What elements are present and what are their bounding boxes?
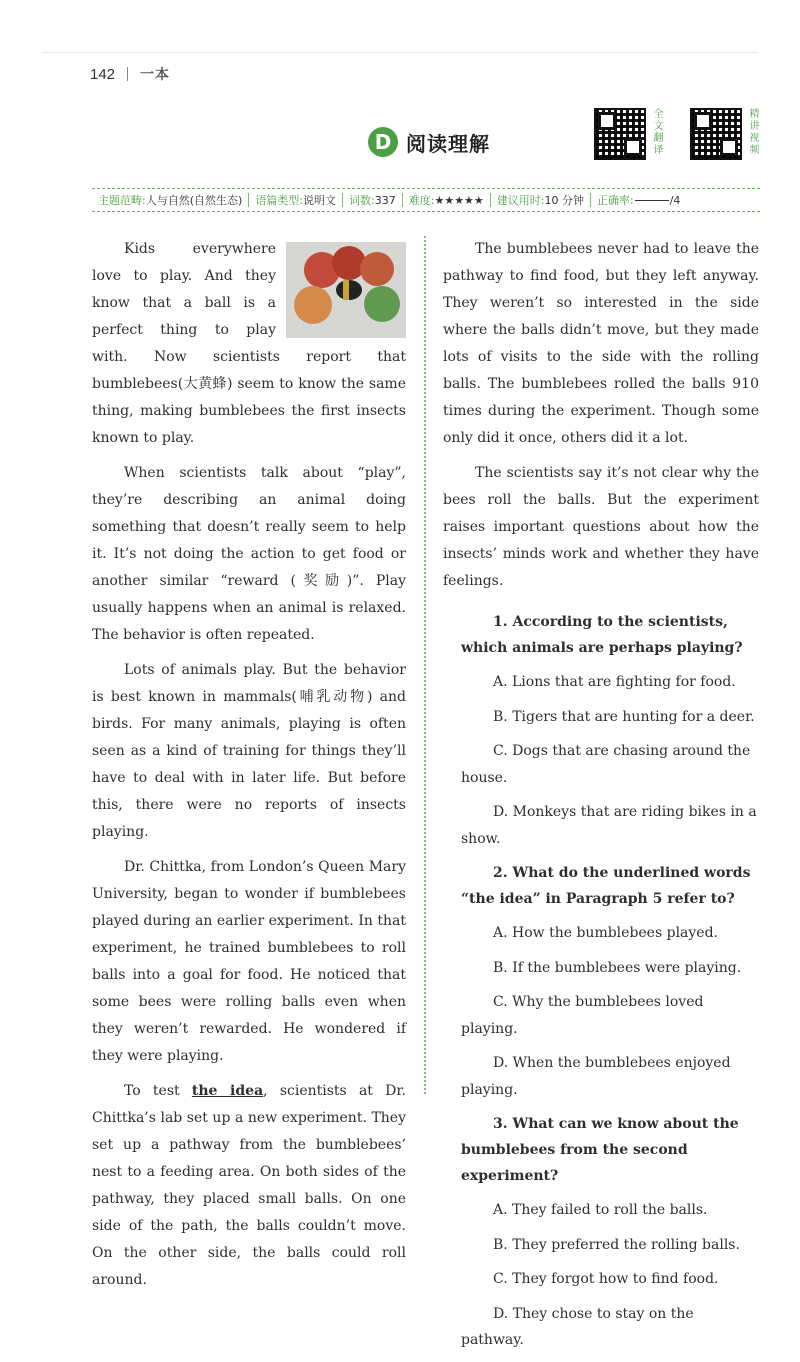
question-3-option-d[interactable]: D. They chose to stay on the pathway. (461, 1305, 694, 1348)
underlined-phrase: the idea (191, 1083, 264, 1099)
difficulty-label: 难度: (408, 194, 435, 207)
qr-video-label: 精讲视频 (747, 108, 758, 156)
paragraph-5-start: To test (124, 1083, 192, 1099)
ball-shape (360, 252, 394, 286)
question-2-option-b[interactable]: B. If the bumblebees were playing. (493, 959, 742, 976)
column-divider (424, 236, 426, 1094)
brand-logo: 一本 (140, 67, 171, 83)
question-3-option-a[interactable]: A. They failed to roll the balls. (493, 1202, 708, 1218)
section-title (368, 127, 490, 157)
ball-shape (294, 286, 332, 324)
question-1-option-a[interactable]: A. Lions that are fighting for food. (493, 674, 736, 690)
question-2-option-c[interactable]: C. Why the bumblebees loved playing. (461, 994, 704, 1037)
bee-stripe (343, 280, 349, 300)
qr-code-icon[interactable] (690, 108, 742, 160)
question-1-option-c[interactable]: C. Dogs that are chasing around the house. (461, 743, 751, 786)
words-label: 词数: (349, 194, 375, 207)
question-3-option-b[interactable]: B. They preferred the rolling balls. (493, 1236, 740, 1253)
section-badge: D (368, 127, 398, 157)
qr-translation-label: 全文翻译 (651, 108, 662, 156)
question-2-option-a[interactable]: A. How the bumblebees played. (493, 925, 718, 941)
accuracy-label: 正确率: (597, 194, 634, 207)
difficulty-stars: ★★★★★ (434, 193, 484, 207)
section-title-text: 阅读理解 (406, 131, 490, 156)
info-genre (249, 193, 343, 207)
paragraph-5 (92, 1078, 406, 1294)
qr-code-icon[interactable] (594, 108, 646, 160)
accuracy-blank[interactable] (635, 200, 669, 201)
info-words (343, 193, 403, 207)
paragraph-3: Lots of animals play. But the behavior is best known in mammals(哺乳动物) and birds. For many animals, playing is often seen as a kind of training for things they’ll have to deal with in later life. But before this, there were no reports of insects playing. (92, 662, 406, 840)
paragraph-7: The scientists say it’s not clear why the bees roll the balls. But the experiment raises important questions about how the insects’ minds work and whether they have feelings. (443, 465, 759, 589)
questions (443, 609, 759, 1354)
paragraph-4: Dr. Chittka, from London’s Queen Mary University, began to wonder if bumblebees played during an earlier experiment. In that experiment, he trained bumblebees to roll balls into a goal for food. He noticed that some bees were rolling balls even when they weren’t rewarded. He wondered if they were playing. (92, 859, 406, 1064)
accuracy-suffix: /4 (669, 193, 681, 207)
question-3-stem: 3. What can we know about the bumblebees from the second experiment? (461, 1116, 739, 1184)
page-header (90, 62, 170, 86)
time-value: 10 分钟 (544, 194, 584, 207)
genre-label: 语篇类型: (255, 194, 304, 207)
qr-translation[interactable] (594, 108, 663, 160)
qr-video[interactable] (690, 108, 759, 160)
question-1-stem: 1. According to the scientists, which animals are perhaps playing? (461, 614, 743, 656)
info-time (491, 193, 591, 207)
question-2-stem: 2. What do the underlined words “the idea” in Paragraph 5 refer to? (461, 865, 751, 907)
article-right-column (443, 236, 759, 1362)
header-rule (42, 52, 758, 53)
time-label: 建议用时: (496, 194, 545, 207)
article-left-column (92, 236, 406, 1302)
genre-value: 说明文 (303, 194, 337, 207)
header-separator (127, 67, 128, 81)
info-theme (92, 193, 249, 207)
bumblebee-photo (286, 242, 406, 338)
question-2-option-d[interactable]: D. When the bumblebees enjoyed playing. (461, 1055, 731, 1098)
bee-icon (336, 280, 362, 300)
paragraph-1: Kids everywhere love to play. And they know that a ball is a perfect thing to play with. Now scientists report that bumblebees(大黄蜂) seem to know the same thing, making bumblebees the first insects known to play. (92, 241, 406, 446)
page-number: 142 (90, 65, 116, 83)
words-value: 337 (374, 193, 396, 207)
question-3-option-c[interactable]: C. They forgot how to find food. (493, 1271, 719, 1287)
ball-shape (364, 286, 400, 322)
theme-label: 主题范畴: (98, 194, 146, 207)
question-1-option-b[interactable]: B. Tigers that are hunting for a deer. (493, 708, 755, 725)
info-accuracy (591, 193, 686, 207)
paragraph-2: When scientists talk about “play”, they’re describing an animal doing something that doesn’t really seem to help it. It’s not doing the action to get food or another similar “reward (奖励)”. Play usually happens when an animal is relaxed. The behavior is often repeated. (92, 465, 406, 643)
question-1-option-d[interactable]: D. Monkeys that are riding bikes in a show. (461, 804, 757, 847)
info-bar (92, 188, 760, 212)
theme-value: 人与自然(自然生态) (145, 194, 243, 207)
info-difficulty (403, 193, 491, 207)
paragraph-6: The bumblebees never had to leave the pathway to find food, but they left anyway. They weren’t so interested in the side where the balls didn’t move, but they made lots of visits to the side with the rolling balls. The bumblebees rolled the balls 910 times during the experiment. Though some only did it once, others did it a lot. (443, 241, 759, 446)
paragraph-5-rest: , scientists at Dr. Chittka’s lab set up a new experiment. They set up a pathway from the bumblebees’ nest to a feeding area. On both sides of the pathway, they placed small balls. On one side of the path, the balls couldn’t move. On the other side, the balls could roll around. (92, 1083, 406, 1288)
